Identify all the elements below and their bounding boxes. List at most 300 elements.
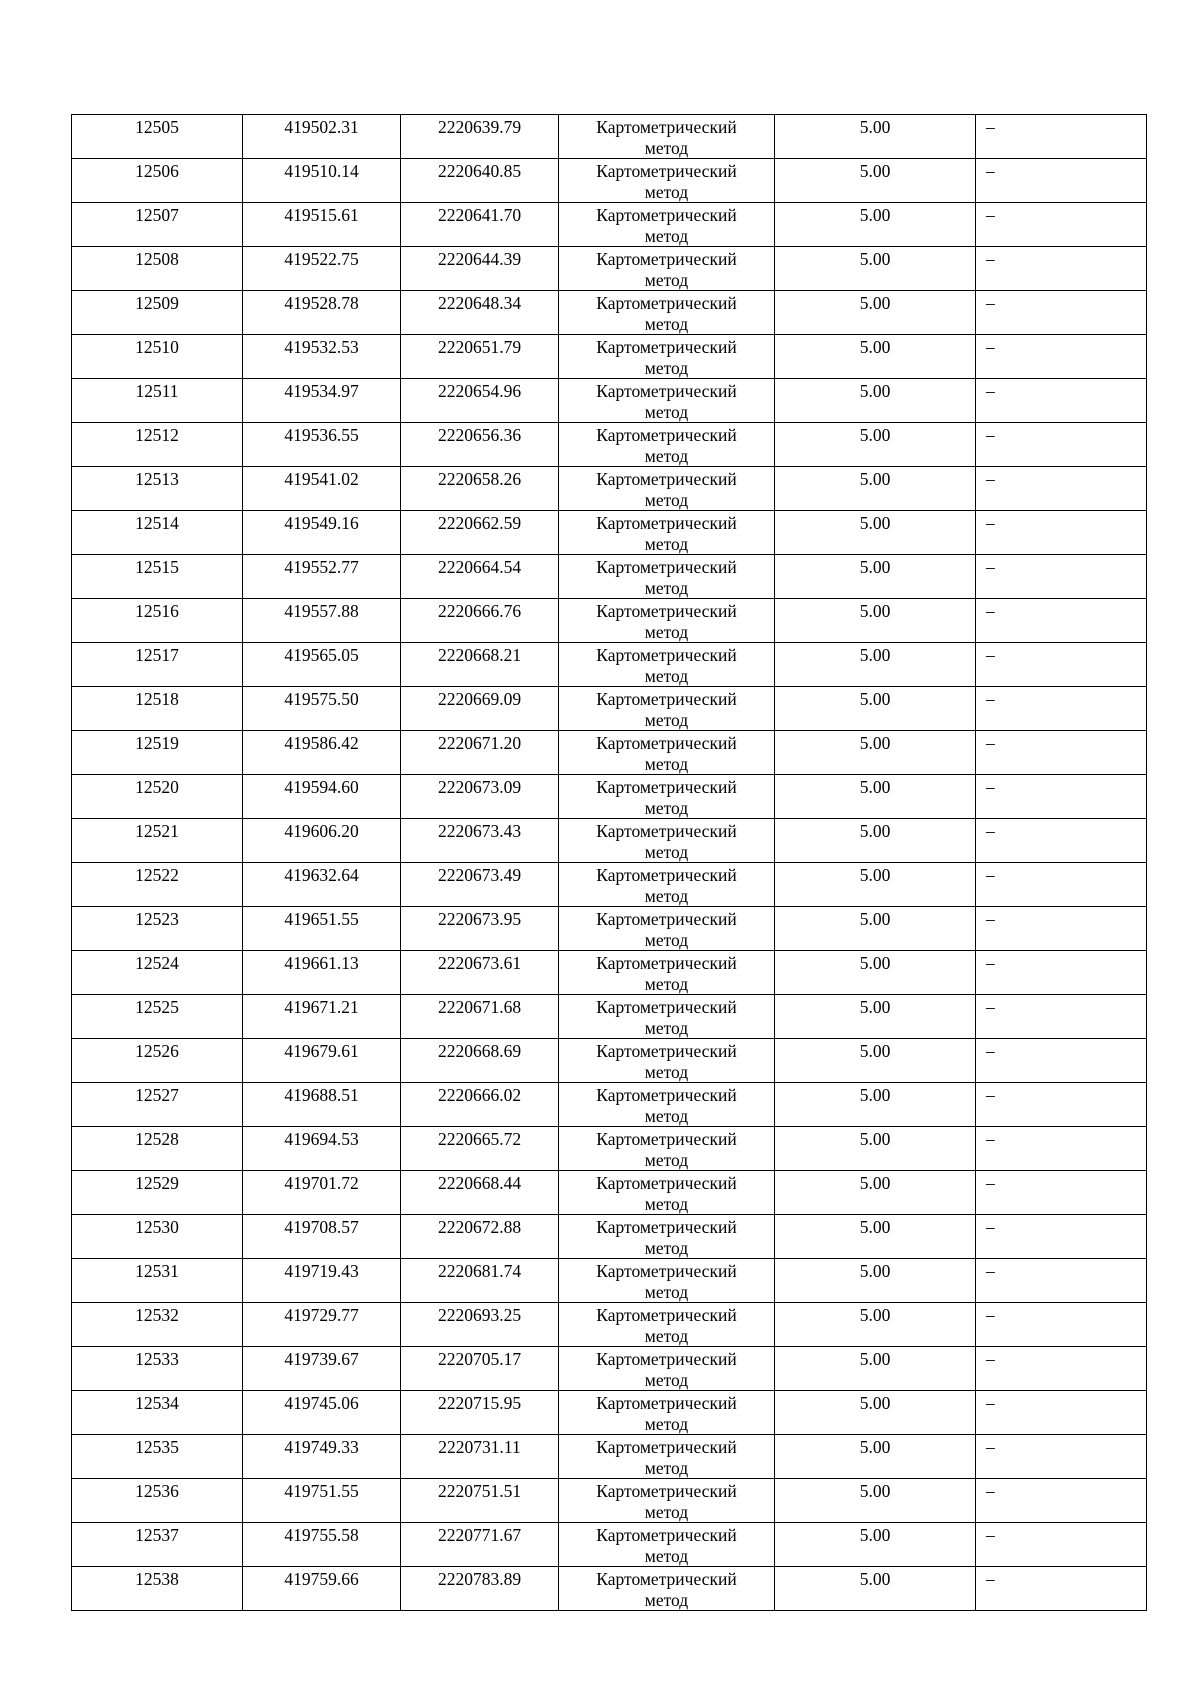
coordinate-x-cell: 419759.66: [243, 1567, 401, 1611]
point-number-cell: 12534: [72, 1391, 243, 1435]
coordinate-x-cell: 419557.88: [243, 599, 401, 643]
point-number-cell: 12524: [72, 951, 243, 995]
coordinate-y-cell: 2220668.21: [401, 643, 559, 687]
method-line-1: Картометрический: [596, 865, 737, 885]
description-cell: –: [976, 1523, 1147, 1567]
coordinate-x-cell: 419565.05: [243, 643, 401, 687]
table-row: [72, 1523, 1147, 1567]
accuracy-cell: 5.00: [775, 1303, 976, 1347]
method-cell: [559, 687, 775, 731]
accuracy-cell: 5.00: [775, 731, 976, 775]
method-line-1: Картометрический: [596, 249, 737, 269]
method-cell: [559, 1083, 775, 1127]
accuracy-cell: 5.00: [775, 599, 976, 643]
accuracy-cell: 5.00: [775, 1479, 976, 1523]
method-cell: [559, 335, 775, 379]
coordinate-x-cell: 419745.06: [243, 1391, 401, 1435]
accuracy-cell: 5.00: [775, 1567, 976, 1611]
coordinate-y-cell: 2220666.02: [401, 1083, 559, 1127]
coordinate-x-cell: 419502.31: [243, 115, 401, 159]
description-cell: –: [976, 907, 1147, 951]
description-cell: –: [976, 115, 1147, 159]
table-row: [72, 467, 1147, 511]
method-cell: [559, 555, 775, 599]
table-row: [72, 1479, 1147, 1523]
method-line-1: Картометрический: [596, 469, 737, 489]
description-cell: –: [976, 775, 1147, 819]
table-row: [72, 379, 1147, 423]
table-row: [72, 1567, 1147, 1611]
method-line-1: Картометрический: [596, 1041, 737, 1061]
accuracy-cell: 5.00: [775, 379, 976, 423]
coordinate-x-cell: 419751.55: [243, 1479, 401, 1523]
method-cell: [559, 467, 775, 511]
coordinate-y-cell: 2220783.89: [401, 1567, 559, 1611]
table-row: [72, 247, 1147, 291]
table-row: [72, 995, 1147, 1039]
accuracy-cell: 5.00: [775, 907, 976, 951]
coordinate-y-cell: 2220771.67: [401, 1523, 559, 1567]
table-row: [72, 687, 1147, 731]
description-cell: –: [976, 687, 1147, 731]
point-number-cell: 12515: [72, 555, 243, 599]
accuracy-cell: 5.00: [775, 951, 976, 995]
method-line-2: метод: [644, 1149, 689, 1170]
description-cell: –: [976, 731, 1147, 775]
method-line-1: Картометрический: [596, 1305, 737, 1325]
table-row: [72, 511, 1147, 555]
point-number-cell: 12527: [72, 1083, 243, 1127]
accuracy-cell: 5.00: [775, 335, 976, 379]
description-cell: –: [976, 1171, 1147, 1215]
method-line-1: Картометрический: [596, 1217, 737, 1237]
description-cell: –: [976, 467, 1147, 511]
coordinate-y-cell: 2220668.44: [401, 1171, 559, 1215]
coordinate-y-cell: 2220639.79: [401, 115, 559, 159]
method-cell: [559, 1039, 775, 1083]
coordinate-y-cell: 2220640.85: [401, 159, 559, 203]
coordinate-x-cell: 419651.55: [243, 907, 401, 951]
point-number-cell: 12516: [72, 599, 243, 643]
description-cell: –: [976, 1039, 1147, 1083]
description-cell: –: [976, 1215, 1147, 1259]
coordinate-y-cell: 2220666.76: [401, 599, 559, 643]
method-line-1: Картометрический: [596, 513, 737, 533]
coordinate-y-cell: 2220668.69: [401, 1039, 559, 1083]
coordinate-x-cell: 419729.77: [243, 1303, 401, 1347]
coordinate-y-cell: 2220693.25: [401, 1303, 559, 1347]
point-number-cell: 12522: [72, 863, 243, 907]
method-line-1: Картометрический: [596, 205, 737, 225]
method-cell: [559, 775, 775, 819]
method-cell: [559, 1391, 775, 1435]
accuracy-cell: 5.00: [775, 467, 976, 511]
method-line-2: метод: [644, 533, 689, 554]
point-number-cell: 12511: [72, 379, 243, 423]
coordinate-x-cell: 419552.77: [243, 555, 401, 599]
method-line-2: метод: [644, 1017, 689, 1038]
accuracy-cell: 5.00: [775, 1171, 976, 1215]
method-line-1: Картометрический: [596, 1393, 737, 1413]
method-line-1: Картометрический: [596, 1525, 737, 1545]
point-number-cell: 12535: [72, 1435, 243, 1479]
description-cell: –: [976, 423, 1147, 467]
method-cell: [559, 1479, 775, 1523]
method-line-2: метод: [644, 929, 689, 950]
coordinate-y-cell: 2220648.34: [401, 291, 559, 335]
method-line-2: метод: [644, 621, 689, 642]
method-line-1: Картометрический: [596, 1349, 737, 1369]
method-line-1: Картометрический: [596, 1129, 737, 1149]
coordinate-y-cell: 2220715.95: [401, 1391, 559, 1435]
description-cell: –: [976, 863, 1147, 907]
point-number-cell: 12510: [72, 335, 243, 379]
method-line-2: метод: [644, 973, 689, 994]
method-cell: [559, 1171, 775, 1215]
accuracy-cell: 5.00: [775, 1083, 976, 1127]
description-cell: –: [976, 1083, 1147, 1127]
method-line-1: Картометрический: [596, 1437, 737, 1457]
table-row: [72, 555, 1147, 599]
point-number-cell: 12525: [72, 995, 243, 1039]
description-cell: –: [976, 335, 1147, 379]
method-line-2: метод: [644, 1413, 689, 1434]
coordinate-x-cell: 419536.55: [243, 423, 401, 467]
point-number-cell: 12536: [72, 1479, 243, 1523]
coordinate-x-cell: 419549.16: [243, 511, 401, 555]
method-line-2: метод: [644, 709, 689, 730]
method-cell: [559, 1127, 775, 1171]
point-number-cell: 12537: [72, 1523, 243, 1567]
method-cell: [559, 1259, 775, 1303]
coordinate-x-cell: 419606.20: [243, 819, 401, 863]
method-line-2: метод: [644, 1193, 689, 1214]
method-line-2: метод: [644, 1325, 689, 1346]
method-line-2: метод: [644, 753, 689, 774]
table-row: [72, 951, 1147, 995]
coordinate-x-cell: 419688.51: [243, 1083, 401, 1127]
description-cell: –: [976, 1435, 1147, 1479]
table-row: [72, 291, 1147, 335]
point-number-cell: 12505: [72, 115, 243, 159]
method-line-2: метод: [644, 1369, 689, 1390]
coordinate-y-cell: 2220673.49: [401, 863, 559, 907]
description-cell: –: [976, 819, 1147, 863]
method-cell: [559, 731, 775, 775]
accuracy-cell: 5.00: [775, 1391, 976, 1435]
method-cell: [559, 1523, 775, 1567]
method-line-2: метод: [644, 445, 689, 466]
method-line-2: метод: [644, 1501, 689, 1522]
point-number-cell: 12538: [72, 1567, 243, 1611]
coordinate-x-cell: 419510.14: [243, 159, 401, 203]
point-number-cell: 12532: [72, 1303, 243, 1347]
method-cell: [559, 159, 775, 203]
coordinate-y-cell: 2220654.96: [401, 379, 559, 423]
table-row: [72, 115, 1147, 159]
coordinate-y-cell: 2220673.61: [401, 951, 559, 995]
point-number-cell: 12517: [72, 643, 243, 687]
coordinate-x-cell: 419586.42: [243, 731, 401, 775]
description-cell: –: [976, 1391, 1147, 1435]
coordinate-y-cell: 2220673.09: [401, 775, 559, 819]
method-line-2: метод: [644, 313, 689, 334]
accuracy-cell: 5.00: [775, 511, 976, 555]
coordinate-y-cell: 2220664.54: [401, 555, 559, 599]
method-cell: [559, 423, 775, 467]
method-line-1: Картометрический: [596, 645, 737, 665]
method-line-2: метод: [644, 577, 689, 598]
point-number-cell: 12529: [72, 1171, 243, 1215]
method-cell: [559, 511, 775, 555]
point-number-cell: 12519: [72, 731, 243, 775]
method-cell: [559, 951, 775, 995]
method-line-2: метод: [644, 1545, 689, 1566]
description-cell: –: [976, 995, 1147, 1039]
method-cell: [559, 907, 775, 951]
method-line-1: Картометрический: [596, 381, 737, 401]
table-row: [72, 423, 1147, 467]
method-line-1: Картометрический: [596, 337, 737, 357]
description-cell: –: [976, 379, 1147, 423]
table-row: [72, 599, 1147, 643]
coordinate-y-cell: 2220644.39: [401, 247, 559, 291]
coordinate-x-cell: 419755.58: [243, 1523, 401, 1567]
coordinate-y-cell: 2220705.17: [401, 1347, 559, 1391]
accuracy-cell: 5.00: [775, 115, 976, 159]
table-row: [72, 1303, 1147, 1347]
accuracy-cell: 5.00: [775, 203, 976, 247]
description-cell: –: [976, 555, 1147, 599]
method-cell: [559, 599, 775, 643]
method-line-2: метод: [644, 357, 689, 378]
accuracy-cell: 5.00: [775, 247, 976, 291]
table-row: [72, 775, 1147, 819]
method-line-2: метод: [644, 1589, 689, 1610]
accuracy-cell: 5.00: [775, 687, 976, 731]
table-row: [72, 1215, 1147, 1259]
description-cell: –: [976, 599, 1147, 643]
coordinate-y-cell: 2220671.68: [401, 995, 559, 1039]
method-line-1: Картометрический: [596, 1569, 737, 1589]
table-row: [72, 1039, 1147, 1083]
accuracy-cell: 5.00: [775, 643, 976, 687]
method-line-2: метод: [644, 269, 689, 290]
accuracy-cell: 5.00: [775, 1347, 976, 1391]
accuracy-cell: 5.00: [775, 1127, 976, 1171]
method-line-1: Картометрический: [596, 425, 737, 445]
coordinate-x-cell: 419632.64: [243, 863, 401, 907]
description-cell: –: [976, 1347, 1147, 1391]
table-row: [72, 1259, 1147, 1303]
method-line-1: Картометрический: [596, 777, 737, 797]
method-line-1: Картометрический: [596, 1173, 737, 1193]
method-line-2: метод: [644, 1457, 689, 1478]
coordinate-y-cell: 2220681.74: [401, 1259, 559, 1303]
coordinate-y-cell: 2220656.36: [401, 423, 559, 467]
description-cell: –: [976, 291, 1147, 335]
method-cell: [559, 643, 775, 687]
point-number-cell: 12513: [72, 467, 243, 511]
table-row: [72, 1083, 1147, 1127]
method-line-1: Картометрический: [596, 557, 737, 577]
table-row: [72, 159, 1147, 203]
method-line-2: метод: [644, 401, 689, 422]
point-number-cell: 12506: [72, 159, 243, 203]
method-line-2: метод: [644, 885, 689, 906]
coordinate-x-cell: 419679.61: [243, 1039, 401, 1083]
coordinate-x-cell: 419694.53: [243, 1127, 401, 1171]
coordinate-x-cell: 419719.43: [243, 1259, 401, 1303]
coordinate-x-cell: 419515.61: [243, 203, 401, 247]
point-number-cell: 12512: [72, 423, 243, 467]
coordinates-table: [71, 114, 1147, 1611]
coordinate-y-cell: 2220658.26: [401, 467, 559, 511]
method-cell: [559, 247, 775, 291]
coordinate-x-cell: 419522.75: [243, 247, 401, 291]
coordinates-table-body: [72, 115, 1147, 1611]
description-cell: –: [976, 1567, 1147, 1611]
table-row: [72, 1435, 1147, 1479]
description-cell: –: [976, 159, 1147, 203]
coordinate-x-cell: 419671.21: [243, 995, 401, 1039]
point-number-cell: 12523: [72, 907, 243, 951]
description-cell: –: [976, 203, 1147, 247]
coordinate-x-cell: 419528.78: [243, 291, 401, 335]
table-row: [72, 907, 1147, 951]
point-number-cell: 12530: [72, 1215, 243, 1259]
point-number-cell: 12509: [72, 291, 243, 335]
coordinate-y-cell: 2220673.95: [401, 907, 559, 951]
accuracy-cell: 5.00: [775, 995, 976, 1039]
coordinate-y-cell: 2220731.11: [401, 1435, 559, 1479]
point-number-cell: 12528: [72, 1127, 243, 1171]
method-cell: [559, 819, 775, 863]
table-row: [72, 863, 1147, 907]
coordinate-x-cell: 419594.60: [243, 775, 401, 819]
method-line-1: Картометрический: [596, 953, 737, 973]
method-line-2: метод: [644, 797, 689, 818]
accuracy-cell: 5.00: [775, 863, 976, 907]
description-cell: –: [976, 1479, 1147, 1523]
coordinate-x-cell: 419575.50: [243, 687, 401, 731]
method-line-2: метод: [644, 489, 689, 510]
coordinate-x-cell: 419532.53: [243, 335, 401, 379]
method-line-2: метод: [644, 137, 689, 158]
description-cell: –: [976, 1127, 1147, 1171]
method-line-1: Картометрический: [596, 909, 737, 929]
table-row: [72, 731, 1147, 775]
point-number-cell: 12508: [72, 247, 243, 291]
coordinate-y-cell: 2220641.70: [401, 203, 559, 247]
accuracy-cell: 5.00: [775, 1039, 976, 1083]
method-cell: [559, 1215, 775, 1259]
accuracy-cell: 5.00: [775, 1215, 976, 1259]
accuracy-cell: 5.00: [775, 819, 976, 863]
coordinate-y-cell: 2220671.20: [401, 731, 559, 775]
coordinate-y-cell: 2220669.09: [401, 687, 559, 731]
table-row: [72, 203, 1147, 247]
point-number-cell: 12526: [72, 1039, 243, 1083]
point-number-cell: 12521: [72, 819, 243, 863]
accuracy-cell: 5.00: [775, 291, 976, 335]
coordinate-y-cell: 2220751.51: [401, 1479, 559, 1523]
method-line-2: метод: [644, 181, 689, 202]
table-row: [72, 1391, 1147, 1435]
method-line-1: Картометрический: [596, 1085, 737, 1105]
point-number-cell: 12531: [72, 1259, 243, 1303]
coordinate-y-cell: 2220673.43: [401, 819, 559, 863]
method-line-1: Картометрический: [596, 1261, 737, 1281]
method-cell: [559, 291, 775, 335]
coordinate-y-cell: 2220651.79: [401, 335, 559, 379]
accuracy-cell: 5.00: [775, 159, 976, 203]
coordinate-y-cell: 2220665.72: [401, 1127, 559, 1171]
table-row: [72, 1127, 1147, 1171]
method-cell: [559, 1347, 775, 1391]
coordinate-x-cell: 419534.97: [243, 379, 401, 423]
method-line-2: метод: [644, 1237, 689, 1258]
method-cell: [559, 115, 775, 159]
method-line-1: Картометрический: [596, 733, 737, 753]
method-line-2: метод: [644, 1061, 689, 1082]
table-row: [72, 335, 1147, 379]
method-line-1: Картометрический: [596, 293, 737, 313]
method-cell: [559, 863, 775, 907]
method-line-1: Картометрический: [596, 601, 737, 621]
method-cell: [559, 1435, 775, 1479]
accuracy-cell: 5.00: [775, 555, 976, 599]
method-line-1: Картометрический: [596, 117, 737, 137]
method-line-2: метод: [644, 1281, 689, 1302]
method-line-1: Картометрический: [596, 1481, 737, 1501]
point-number-cell: 12514: [72, 511, 243, 555]
table-row: [72, 643, 1147, 687]
method-cell: [559, 1303, 775, 1347]
method-line-2: метод: [644, 665, 689, 686]
description-cell: –: [976, 643, 1147, 687]
point-number-cell: 12520: [72, 775, 243, 819]
description-cell: –: [976, 511, 1147, 555]
coordinate-x-cell: 419708.57: [243, 1215, 401, 1259]
accuracy-cell: 5.00: [775, 1435, 976, 1479]
method-cell: [559, 995, 775, 1039]
coordinate-x-cell: 419749.33: [243, 1435, 401, 1479]
point-number-cell: 12518: [72, 687, 243, 731]
coordinate-x-cell: 419701.72: [243, 1171, 401, 1215]
method-line-1: Картометрический: [596, 161, 737, 181]
method-line-2: метод: [644, 1105, 689, 1126]
point-number-cell: 12507: [72, 203, 243, 247]
coordinate-y-cell: 2220672.88: [401, 1215, 559, 1259]
table-row: [72, 1347, 1147, 1391]
method-line-1: Картометрический: [596, 689, 737, 709]
table-row: [72, 819, 1147, 863]
method-line-2: метод: [644, 841, 689, 862]
coordinate-x-cell: 419661.13: [243, 951, 401, 995]
method-cell: [559, 379, 775, 423]
description-cell: –: [976, 247, 1147, 291]
coordinate-y-cell: 2220662.59: [401, 511, 559, 555]
method-line-1: Картометрический: [596, 997, 737, 1017]
coordinate-x-cell: 419739.67: [243, 1347, 401, 1391]
description-cell: –: [976, 1259, 1147, 1303]
point-number-cell: 12533: [72, 1347, 243, 1391]
accuracy-cell: 5.00: [775, 1523, 976, 1567]
table-row: [72, 1171, 1147, 1215]
method-cell: [559, 203, 775, 247]
description-cell: –: [976, 1303, 1147, 1347]
